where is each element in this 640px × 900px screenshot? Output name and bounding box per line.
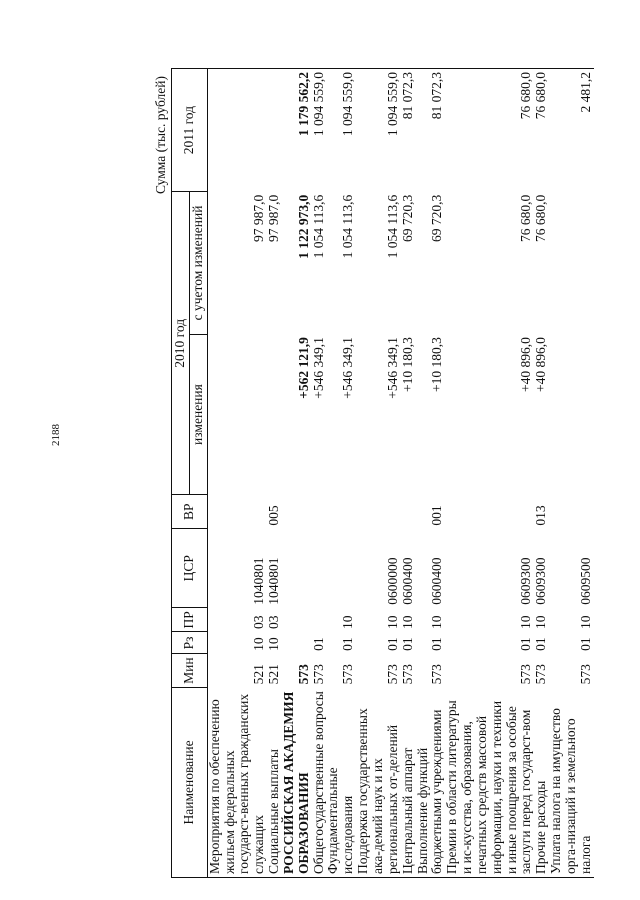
row-csr: 0600400 <box>429 557 445 605</box>
row-2011: 1 179 562,2 <box>282 69 312 192</box>
row-min: 573 <box>340 664 356 685</box>
row-with-changes: 76 680,0 <box>518 194 534 242</box>
header-csr: ЦСР <box>172 529 208 608</box>
row-with-changes: 97 987,0 <box>266 194 282 242</box>
row-name: Общегосударственные вопросы <box>312 687 327 877</box>
row-2011: 1 094 559,0 <box>312 69 327 192</box>
row-vr <box>326 495 356 529</box>
row-csr: 0600400 <box>399 557 415 605</box>
row-min: 573 <box>429 664 445 685</box>
row-csr: 0609300 <box>518 557 534 605</box>
row-rz: 01 <box>384 637 400 651</box>
row-vr: 005 <box>266 505 282 526</box>
row-pr: 10 <box>340 615 356 629</box>
row-rz <box>282 632 312 654</box>
row-rz: 01 <box>429 637 445 651</box>
row-with-changes: 1 054 113,6 <box>340 194 356 259</box>
row-rz: 01 <box>340 637 356 651</box>
row-csr: 0609500 <box>577 557 593 605</box>
page-number: 2188 <box>50 424 62 446</box>
header-min: Мин <box>172 654 208 687</box>
row-2011: 76 680,0 <box>534 69 549 192</box>
row-rz: 01 <box>399 637 415 651</box>
row-2011: 76 680,0 <box>445 69 534 192</box>
row-pr: 10 <box>399 615 415 629</box>
row-min: 573 <box>399 664 415 685</box>
header-changes: изменения <box>189 334 207 495</box>
row-with-changes: 1 054 113,6 <box>310 194 326 259</box>
row-csr <box>312 529 327 608</box>
row-min: 521 <box>251 664 267 685</box>
row-name: Выполнение функций бюджетными учреждениями <box>416 687 446 877</box>
row-with-changes: 1 054 113,6 <box>384 194 400 259</box>
budget-table <box>171 68 594 878</box>
row-vr <box>445 495 534 529</box>
row-with-changes: 69 720,3 <box>399 194 415 242</box>
row-vr <box>282 495 312 529</box>
row-changes: +546 349,1 <box>384 337 400 399</box>
row-name: Прочие расходы <box>534 687 549 877</box>
row-vr <box>356 495 401 529</box>
header-vr: ВР <box>172 495 208 529</box>
row-rz: 10 <box>266 637 282 651</box>
row-min: 573 <box>533 664 549 685</box>
row-pr <box>312 608 327 632</box>
row-vr <box>312 495 327 529</box>
row-name: Социальные выплаты <box>267 687 282 877</box>
row-vr <box>401 495 416 529</box>
row-min: 573 <box>295 664 311 685</box>
row-min: 573 <box>384 664 400 685</box>
row-changes <box>549 334 594 495</box>
row-vr <box>207 495 267 529</box>
table-row <box>207 69 267 878</box>
table-row <box>416 69 446 878</box>
header-2011: 2011 год <box>172 69 208 192</box>
row-2011: 81 072,3 <box>401 69 416 192</box>
row-2011 <box>207 69 267 192</box>
row-changes <box>207 334 267 495</box>
row-2011: 81 072,3 <box>416 69 446 192</box>
table-row <box>445 69 534 878</box>
row-csr: 1040801 <box>266 557 282 605</box>
table-row <box>312 69 327 878</box>
row-min: 573 <box>518 664 534 685</box>
table-row <box>282 69 312 878</box>
row-2011: 1 094 559,0 <box>356 69 401 192</box>
table-row <box>549 69 594 878</box>
row-pr: 10 <box>384 615 400 629</box>
row-pr: 10 <box>577 615 593 629</box>
row-with-changes: 76 680,0 <box>533 194 549 242</box>
row-name: Фундаментальные исследования <box>326 687 356 877</box>
row-pr: 03 <box>251 615 267 629</box>
row-2011: 1 094 559,0 <box>326 69 356 192</box>
row-csr: 0600000 <box>384 557 400 605</box>
row-changes: +40 896,0 <box>533 337 549 393</box>
row-min: 521 <box>266 664 282 685</box>
row-min: 573 <box>310 664 326 685</box>
row-rz: 01 <box>310 637 326 651</box>
row-changes: +546 349,1 <box>310 337 326 399</box>
row-with-changes <box>549 192 594 334</box>
row-2011: 2 481,2 <box>549 69 594 192</box>
row-pr: 03 <box>266 615 282 629</box>
row-changes: +40 896,0 <box>518 337 534 393</box>
header-with-changes: с учетом изменений <box>189 192 207 334</box>
header-rz: Рз <box>172 632 208 654</box>
table-row <box>326 69 356 878</box>
row-name: Уплата налога на имущество орга-низаций и земельного налога <box>549 687 594 877</box>
row-rz: 01 <box>577 637 593 651</box>
header-name: Наименование <box>172 687 208 877</box>
row-changes: +10 180,3 <box>429 337 445 393</box>
row-with-changes: 69 720,3 <box>429 194 445 242</box>
row-vr <box>549 495 594 529</box>
row-pr <box>282 608 312 632</box>
table-row <box>401 69 416 878</box>
row-with-changes: 1 122 973,0 <box>295 194 311 259</box>
row-csr: 1040801 <box>251 557 267 605</box>
row-vr: 001 <box>429 505 445 526</box>
table-row <box>356 69 401 878</box>
row-rz: 01 <box>533 637 549 651</box>
rotated-page <box>155 68 625 878</box>
row-pr: 10 <box>429 615 445 629</box>
table-row <box>267 69 282 878</box>
row-csr <box>326 529 356 608</box>
row-changes: +10 180,3 <box>399 337 415 393</box>
row-pr: 10 <box>518 615 534 629</box>
header-2010: 2010 год <box>172 192 190 495</box>
row-rz: 10 <box>251 637 267 651</box>
row-changes <box>267 334 282 495</box>
row-rz: 01 <box>518 637 534 651</box>
row-name: Центральный аппарат <box>401 687 416 877</box>
row-2011 <box>267 69 282 192</box>
row-name: Мероприятия по обеспечению жильем федеральных государст-венных гражданских служащих <box>207 687 267 877</box>
row-name: Премии в области литературы и ис-кусства, образования, печатных средств массовой информации, науки и техники и иные поощрения за особые заслуги перед государст-вом <box>445 687 534 877</box>
row-changes: +562 121,9 <box>295 337 311 399</box>
row-pr: 10 <box>533 615 549 629</box>
header-pr: ПР <box>172 608 208 632</box>
row-min: 573 <box>577 664 593 685</box>
table-row <box>534 69 549 878</box>
unit-label: Сумма (тыс. рублей) <box>153 76 168 194</box>
row-with-changes: 97 987,0 <box>251 194 267 242</box>
row-vr: 013 <box>533 505 549 526</box>
row-csr: 0609300 <box>533 557 549 605</box>
row-name: Поддержка государственных ака-демий наук и их региональных от-делений <box>356 687 401 877</box>
row-csr <box>282 529 312 608</box>
row-name: РОССИЙСКАЯ АКАДЕМИЯ ОБРАЗОВАНИЯ <box>282 687 312 877</box>
row-changes: +546 349,1 <box>340 337 356 399</box>
